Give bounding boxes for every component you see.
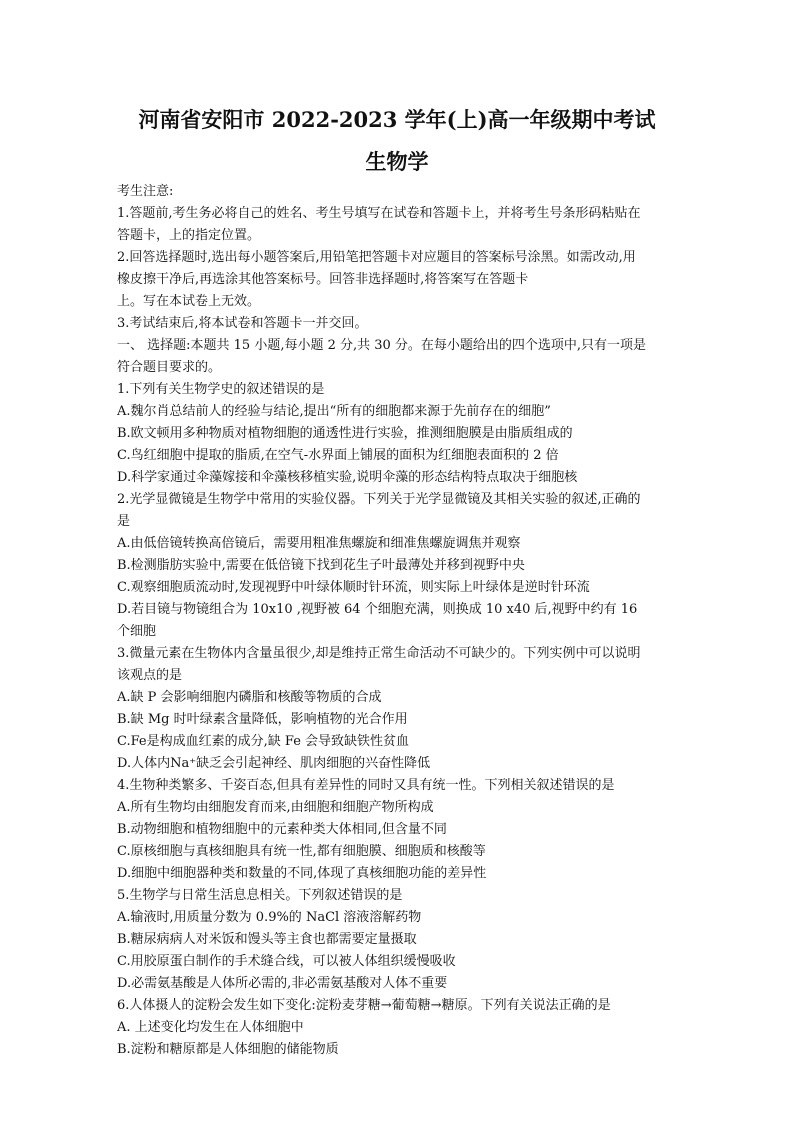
text-line: D.细胞中细胞器种类和数量的不同,体现了真核细胞功能的差异性 <box>117 866 487 881</box>
text-line: 答题卡，上的指定位置。 <box>117 228 261 243</box>
text-line: D.若目镜与物镜组合为 10x10 ,视野被 64 个细胞充满，则换成 10 x40 后,视野中约有 16 <box>117 602 638 617</box>
text-line: A.所有生物均由细胞发育而来,由细胞和细胞产物所构成 <box>117 800 434 815</box>
text-line: 1.下列有关生物学史的叙述错误的是 <box>117 382 325 397</box>
text-line: 一、 选择题:本题共 15 小题,每小题 2 分,共 30 分。在每小题给出的四个选项中,只有一项是 <box>117 338 647 353</box>
text-line: 上。写在本试卷上无效。 <box>117 294 261 309</box>
text-line: A.输液时,用质量分数为 0.9%的 NaCl 溶液溶解药物 <box>117 910 422 925</box>
text-line: C.观察细胞质流动时,发现视野中叶绿体顺时针环流，则实际上叶绿体是逆时针环流 <box>117 580 590 595</box>
text-line: B.动物细胞和植物细胞中的元素种类大体相同,但含量不同 <box>117 822 447 837</box>
text-line: D.人体内Na⁺缺乏会引起神经、肌肉细胞的兴奋性降低 <box>117 756 431 771</box>
text-line: 该观点的是 <box>117 668 183 683</box>
text-line: 4.生物种类繁多、千姿百态,但具有差异性的同时又具有统一性。下列相关叙述错误的是 <box>117 778 615 793</box>
text-line: B.糖尿病病人对米饭和馒头等主食也都需要定量摄取 <box>117 932 417 947</box>
text-line: 2.光学显微镜是生物学中常用的实验仪器。下列关于光学显微镜及其相关实验的叙述,正确的 <box>117 492 641 507</box>
text-line: 3.考试结束后,将本试卷和答题卡一并交回。 <box>117 316 368 331</box>
text-line: D.必需氨基酸是人体所必需的,非必需氨基酸对人体不重要 <box>117 976 448 991</box>
text-line: 是 <box>117 514 131 529</box>
text-line: A.魏尔肖总结前人的经验与结论,提出“所有的细胞都来源于先前存在的细胞” <box>117 404 551 419</box>
text-line: C.Fe是构成血红素的成分,缺 Fe 会导致缺铁性贫血 <box>117 734 410 749</box>
text-line: C.用胶原蛋白制作的手术缝合线，可以被人体组织缓慢吸收 <box>117 954 456 969</box>
text-line: B.欧文顿用多种物质对植物细胞的通透性进行实验，推测细胞膜是由脂质组成的 <box>117 426 573 441</box>
text-line: 1.答题前,考生务必将自己的姓名、考生号填写在试卷和答题卡上，并将考生号条形码粘贴在 <box>117 206 641 221</box>
text-line: B.淀粉和糖原都是人体细胞的储能物质 <box>117 1042 339 1057</box>
text-line: 6.人体摄人的淀粉会发生如下变化:淀粉麦芽糖→葡萄糖→糖原。下列有关说法正确的是 <box>117 998 611 1013</box>
text-line: 符合题目要求的。 <box>117 360 222 375</box>
text-line: C.鸟红细胞中提取的脂质,在空气-水界面上铺展的面积为红细胞表面积的 2 倍 <box>117 448 559 463</box>
exam-title: 河南省安阳市 2022-2023 学年(上)高一年级期中考试 <box>138 107 656 132</box>
text-line: 5.生物学与日常生活息息相关。下列叙述错误的是 <box>117 888 403 903</box>
subject-title: 生物学 <box>365 149 429 174</box>
text-line: B.缺 Mg 时叶绿素含量降低，影响植物的光合作用 <box>117 712 408 727</box>
exam-body <box>117 181 687 1061</box>
text-line: 3.微量元素在生物体内含量虽很少,却是维持正常生命活动不可缺少的。下列实例中可以说明 <box>117 646 641 661</box>
text-line: A.由低倍镜转换高倍镜后，需要用粗准焦螺旋和细准焦螺旋调焦并观察 <box>117 536 521 551</box>
text-line: 橡皮擦干净后,再选涂其他答案标号。回答非选择题时,将答案写在答题卡 <box>117 272 529 287</box>
text-line: B.检测脂肪实验中,需要在低倍镜下找到花生子叶最薄处并移到视野中央 <box>117 558 525 573</box>
text-line: A.缺 P 会影响细胞内磷脂和核酸等物质的合成 <box>117 690 382 705</box>
text-line: A. 上述变化均发生在人体细胞中 <box>117 1020 304 1035</box>
text-line: 2.回答选择题时,选出每小题答案后,用铅笔把答题卡对应题目的答案标号涂黑。如需改动,用 <box>117 250 636 265</box>
text-line: 考生注意: <box>117 184 174 199</box>
text-line: D.科学家通过伞藻嫁接和伞藻核移植实验,说明伞藻的形态结构特点取决于细胞核 <box>117 470 578 485</box>
text-line: 个细胞 <box>117 624 157 639</box>
text-line: C.原核细胞与真核细胞具有统一性,都有细胞膜、细胞质和核酸等 <box>117 844 486 859</box>
